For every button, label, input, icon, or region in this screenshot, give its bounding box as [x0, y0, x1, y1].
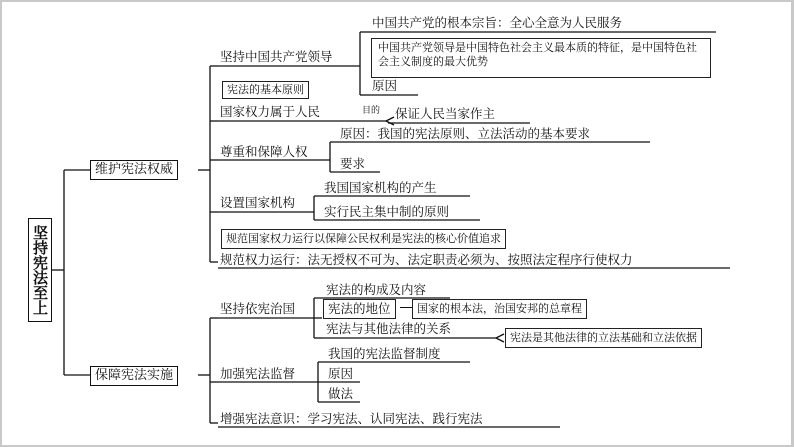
party-leadership-note-text: 中国共产党领导是中国特色社会主义最本质的特征，是中国特色社会主义制度的最大优势 [378, 41, 697, 68]
people-power-label: 国家权力属于人民 [220, 104, 321, 119]
supervision-label: 加强宪法监督 [220, 366, 296, 381]
status-connector [400, 307, 412, 308]
constitution-content-label: 宪法的构成及内容 [326, 282, 427, 297]
state-organs-label: 设置国家机构 [220, 195, 296, 210]
human-rights-requirement: 要求 [340, 156, 366, 171]
awareness-label: 增强宪法意识：学习宪法、认同宪法、践行宪法 [220, 411, 483, 426]
human-rights-label: 尊重和保障人权 [220, 144, 308, 159]
party-purpose-label: 中国共产党的根本宗旨：全心全意为人民服务 [372, 15, 623, 30]
constitution-relation-note: 宪法是其他法律的立法基础和立法依据 [505, 328, 702, 348]
constitution-relation-label: 宪法与其他法律的关系 [326, 321, 452, 336]
supervision-reason-label: 原因 [328, 366, 354, 381]
root-node [28, 218, 52, 322]
branch-ensure-implementation: 保障宪法实施 [90, 366, 178, 386]
supervision-practice-label: 做法 [328, 386, 354, 401]
party-leadership-label: 坚持中国共产党领导 [220, 49, 333, 64]
power-regulation-label: 规范权力运行：法无授权不可为、法定职责必须为、按照法定程序行使权力 [220, 252, 633, 267]
constitution-principle-tag: 宪法的基本原则 [222, 81, 309, 99]
purpose-arrow-label: 目的 [362, 106, 381, 116]
state-organs-origin: 我国国家机构的产生 [324, 180, 437, 195]
constitution-status-label: 宪法的地位 [328, 301, 391, 316]
supervision-system-label: 我国的宪法监督制度 [328, 346, 441, 361]
state-organs-principle: 实行民主集中制的原则 [324, 204, 450, 219]
constitution-status-box [323, 299, 396, 319]
branch-maintain-authority: 维护宪法权威 [90, 160, 178, 180]
people-goal-label: 保证人民当家作主 [395, 106, 496, 121]
power-core-value-note: 规范国家权力运行以保障公民权利是宪法的核心价值追求 [221, 229, 506, 249]
rule-by-constitution-label: 坚持依宪治国 [220, 301, 296, 316]
party-leadership-note [371, 38, 711, 78]
constitution-status-note: 国家的根本法，治国安邦的总章程 [412, 299, 587, 319]
human-rights-reason: 原因：我国的宪法原则、立法活动的基本要求 [340, 126, 591, 141]
root-label: 坚持宪法至上 [31, 225, 49, 315]
party-reason-label: 原因 [372, 78, 398, 93]
